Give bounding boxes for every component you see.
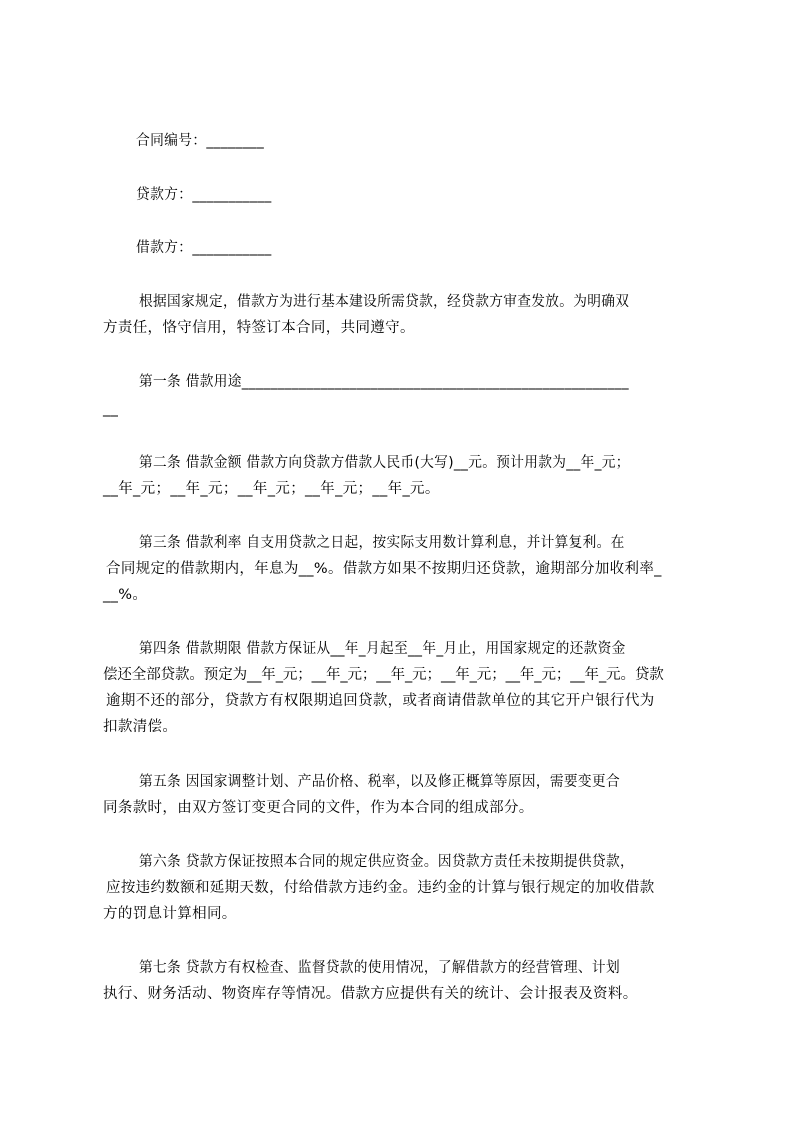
article-4-line-2: 偿还全部贷款。预定为__年_元；__年_元；__年_元；__年_元；__年_元；__年_元。贷款 <box>103 667 664 683</box>
preamble-line-2: 方责任，恪守信用，特签订本合同，共同遵守。 <box>103 320 415 336</box>
article-1-line-2: __ <box>103 401 119 417</box>
article-4-line-3: 逾期不还的部分，贷款方有权限期追回贷款，或者商请借款单位的其它开户银行代为 <box>106 693 655 709</box>
article-7-line-2: 执行、财务活动、物资库存等情况。借款方应提供有关的统计、会计报表及资料。 <box>103 986 638 1002</box>
borrower-line: 借款方：___________ <box>136 240 272 256</box>
article-3-line-3: __%。 <box>103 587 148 603</box>
article-4-line-4: 扣款清偿。 <box>103 719 178 735</box>
article-6-line-2: 应按违约数额和延期天数，付给借款方违约金。违约金的计算与银行规定的加收借款 <box>106 880 655 896</box>
article-6-line-1: 第六条 贷款方保证按照本合同的规定供应资金。因贷款方责任未按期提供贷款， <box>139 854 634 870</box>
article-6-line-3: 方的罚息计算相同。 <box>103 906 237 922</box>
article-7-line-1: 第七条 贷款方有权检查、监督贷款的使用情况，了解借款方的经营管理、计划 <box>139 960 620 976</box>
article-2-line-2: __年_元；__年_元；__年_元；__年_元；__年_元。 <box>103 481 440 497</box>
article-5-line-1: 第五条 因国家调整计划、产品价格、税率，以及修正概算等原因，需要变更合 <box>139 774 620 790</box>
article-5-line-2: 同条款时，由双方签订变更合同的文件，作为本合同的组成部分。 <box>103 800 534 816</box>
article-2-line-1: 第二条 借款金额 借款方向贷款方借款人民币(大写)__元。预计用款为__年_元； <box>139 455 630 471</box>
contract-number: 合同编号：________ <box>136 133 265 149</box>
lender-line: 贷款方：___________ <box>136 187 272 203</box>
article-1-line-1: 第一条 借款用途______________________________________________________ <box>139 374 629 390</box>
article-3-line-1: 第三条 借款利率 自支用贷款之日起，按实际支用数计算利息，并计算复利。在 <box>139 535 625 551</box>
preamble-line-1: 根据国家规定，借款方为进行基本建设所需贷款，经贷款方审查发放。为明确双 <box>139 294 630 310</box>
article-4-line-1: 第四条 借款期限 借款方保证从__年_月起至__年_月止，用国家规定的还款资金 <box>139 641 626 657</box>
article-3-line-2: 合同规定的借款期内，年息为__%。借款方如果不按期归还贷款，逾期部分加收利率_ <box>106 561 662 577</box>
